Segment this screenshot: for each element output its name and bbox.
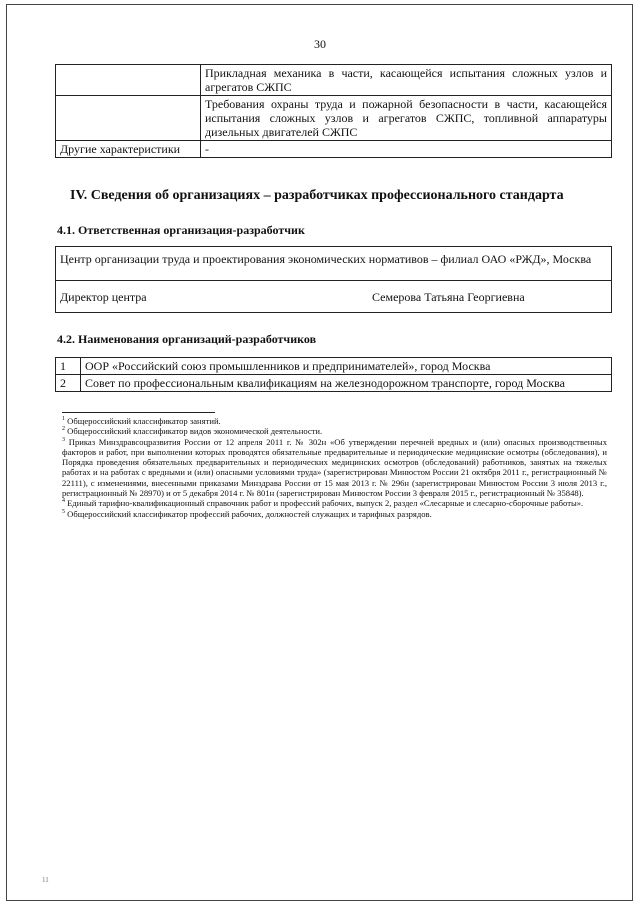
table-row: [56, 141, 612, 158]
footnote-text: Общероссийский классификатор видов экономической деятельности.: [67, 426, 323, 437]
table-row: [56, 96, 612, 141]
footnote: [62, 416, 607, 426]
footnote: [62, 426, 607, 436]
footnote-text: Общероссийский классификатор профессий рабочих, должностей служащих и тарифных разрядов.: [67, 508, 432, 519]
table-cell-label: [56, 96, 201, 141]
footnote-mark: 2: [62, 426, 65, 433]
developers-table: [55, 357, 612, 392]
table-row: [56, 358, 612, 375]
footnote-text: Общероссийский классификатор занятий.: [67, 416, 221, 426]
table-row: [56, 375, 612, 392]
footnote: [62, 509, 607, 519]
table-cell-value: -: [201, 141, 612, 158]
margin-mark: 11: [42, 876, 49, 884]
responsible-person: Семерова Татьяна Георгиевна: [372, 290, 525, 304]
responsible-organization-box: [55, 246, 612, 313]
footnote-text: Приказ Минздравсоцразвития России от 12 апреля 2011 г. № 302н «Об утверждении перечней вредных и (или) опасных производственных факторов и работ, при выполнении которых проводятся обязательные предварительные и периодические медицинские осмотры (обследования), и Порядка проведения обязательных предварительных и периодических медицинских осмотров (обследований) работников, занятых на тяжелых работах и на работах с вредными и (или) опасными условиями труда» (зарегистрирован Минюстом России 21 октября 2011 г., регистрационный № 22111), с изменениями, внесенными приказами Минздрава России от 15 мая 2013 г. № 296н (зарегистрирован Минюстом России 3 июля 2013 г., регистрационный № 28970) и от 5 декабря 2014 г. № 801н (зарегистрирован Минюстом России 3 февраля 2015 г., регистрационный № 35848).: [62, 436, 607, 499]
developer-name: Совет по профессиональным квалификациям на железнодорожном транспорте, город Москва: [81, 375, 612, 392]
footnote-mark: 4: [62, 498, 65, 505]
developers-heading: 4.2. Наименования организаций-разработчиков: [57, 332, 317, 346]
footnote: [62, 437, 607, 499]
table-cell-value: Прикладная механика в части, касающейся испытания сложных узлов и агрегатов СЖПС: [201, 65, 612, 96]
row-number: 2: [56, 375, 81, 392]
table-cell-value: Требования охраны труда и пожарной безопасности в части, касающейся испытания сложных узлов и агрегатов СЖПС, топливной аппаратуры дизельных двигателей СЖПС: [201, 96, 612, 141]
page-number: 30: [314, 37, 326, 51]
divider: [56, 280, 611, 281]
responsible-organization-name: Центр организации труда и проектирования экономических нормативов – филиал ОАО «РЖД», Москва: [60, 252, 592, 266]
footnote-mark: 5: [62, 508, 65, 515]
row-number: 1: [56, 358, 81, 375]
responsible-position: Директор центра: [60, 290, 147, 304]
footnote-separator: [62, 412, 215, 413]
section-title: IV. Сведения об организациях – разработчиках профессионального стандарта: [70, 188, 564, 203]
footnote-mark: 1: [62, 416, 65, 422]
table-row: [56, 65, 612, 96]
footnotes: [62, 416, 607, 519]
qualification-table: [55, 64, 612, 158]
footnote-text: Единый тарифно-квалификационный справочник работ и профессий рабочих, выпуск 2, раздел «Слесарные и слесарно-сборочные работы».: [67, 498, 584, 509]
footnote-mark: 3: [62, 436, 65, 443]
developer-name: ООР «Российский союз промышленников и предпринимателей», город Москва: [81, 358, 612, 375]
responsible-heading: 4.1. Ответственная организация-разработчик: [57, 223, 305, 237]
table-cell-label: [56, 65, 201, 96]
table-cell-label: Другие характеристики: [56, 141, 201, 158]
footnote: [62, 498, 607, 508]
